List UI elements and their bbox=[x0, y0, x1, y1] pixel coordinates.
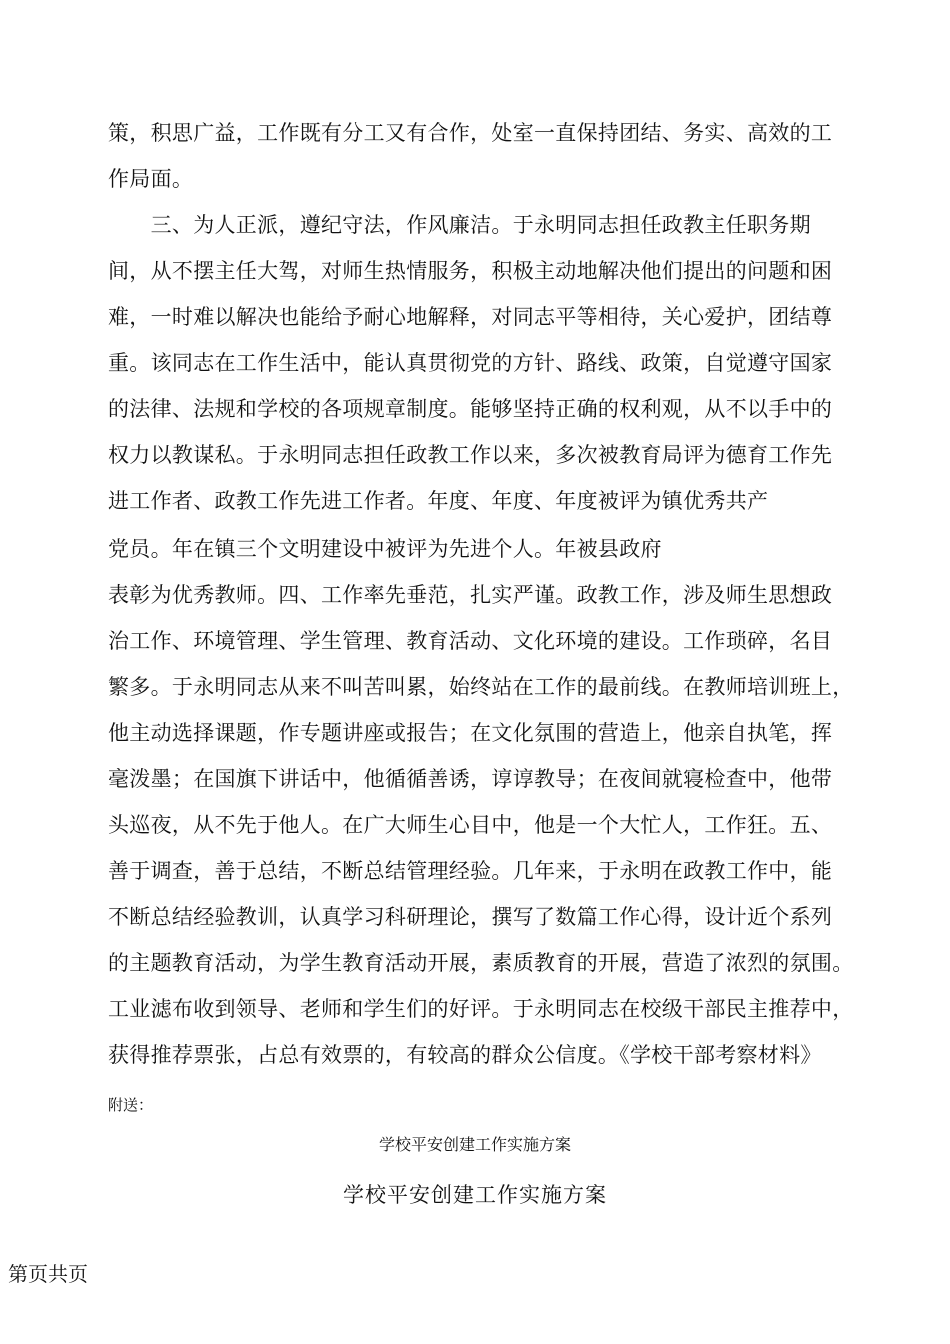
body-line: 党员。年在镇三个文明建设中被评为先进个人。年被县政府 bbox=[108, 537, 662, 561]
body-line: 繁多。于永明同志从来不叫苦叫累，始终站在工作的最前线。在教师培训班上， bbox=[108, 675, 854, 699]
body-line: 作局面。 bbox=[108, 167, 194, 191]
body-line: 他主动选择课题，作专题讲座或报告；在文化氛围的营造上，他亲自执笔，挥 bbox=[108, 721, 833, 745]
body-line: 不断总结经验教训，认真学习科研理论，撰写了数篇工作心得，设计近个系列 bbox=[108, 905, 833, 929]
body-line: 策，积思广益，工作既有分工又有合作，处室一直保持团结、务实、高效的工 bbox=[108, 121, 833, 145]
appendix-label: 附送： bbox=[108, 1096, 154, 1114]
body-line: 治工作、环境管理、学生管理、教育活动、文化环境的建设。工作琐碎，名目 bbox=[108, 629, 833, 653]
body-line: 工业滤布收到领导、老师和学生们的好评。于永明同志在校级干部民主推荐中， bbox=[108, 997, 854, 1021]
body-line: 获得推荐票张，占总有效票的，有较高的群众公信度。《学校干部考察材料》 bbox=[108, 1043, 822, 1067]
body-line: 权力以教谋私。于永明同志担任政教工作以来，多次被教育局评为德育工作先 bbox=[108, 443, 833, 467]
body-line: 头巡夜，从不先于他人。在广大师生心目中，他是一个大忙人，工作狂。五、 bbox=[108, 813, 833, 837]
body-line: 的主题教育活动，为学生教育活动开展，素质教育的开展，营造了浓烈的氛围。 bbox=[108, 951, 854, 975]
body-line: 善于调查，善于总结，不断总结管理经验。几年来，于永明在政教工作中，能 bbox=[108, 859, 833, 883]
body-line: 三、为人正派，遵纪守法，作风廉洁。于永明同志担任政教主任职务期 bbox=[108, 213, 811, 237]
body-line: 间，从不摆主任大驾，对师生热情服务，积极主动地解决他们提出的问题和困 bbox=[108, 259, 833, 283]
body-line: 毫泼墨；在国旗下讲话中，他循循善诱，谆谆教导；在夜间就寝检查中，他带 bbox=[108, 767, 833, 791]
page-footer: 第页共页 bbox=[8, 1262, 88, 1286]
body-line: 的法律、法规和学校的各项规章制度。能够坚持正确的权利观，从不以手中的 bbox=[108, 397, 833, 421]
body-line: 难，一时难以解决也能给予耐心地解释，对同志平等相待，关心爱护，团结尊 bbox=[108, 305, 833, 329]
appendix-title-small: 学校平安创建工作实施方案 bbox=[378, 1135, 571, 1154]
body-line: 重。该同志在工作生活中，能认真贯彻党的方针、路线、政策，自觉遵守国家 bbox=[108, 351, 833, 375]
body-line: 进工作者、政教工作先进工作者。年度、年度、年度被评为镇优秀共产 bbox=[108, 489, 769, 513]
body-line: 表彰为优秀教师。四、工作率先垂范，扎实严谨。政教工作，涉及师生思想政 bbox=[108, 583, 833, 607]
appendix-title: 学校平安创建工作实施方案 bbox=[343, 1183, 607, 1207]
